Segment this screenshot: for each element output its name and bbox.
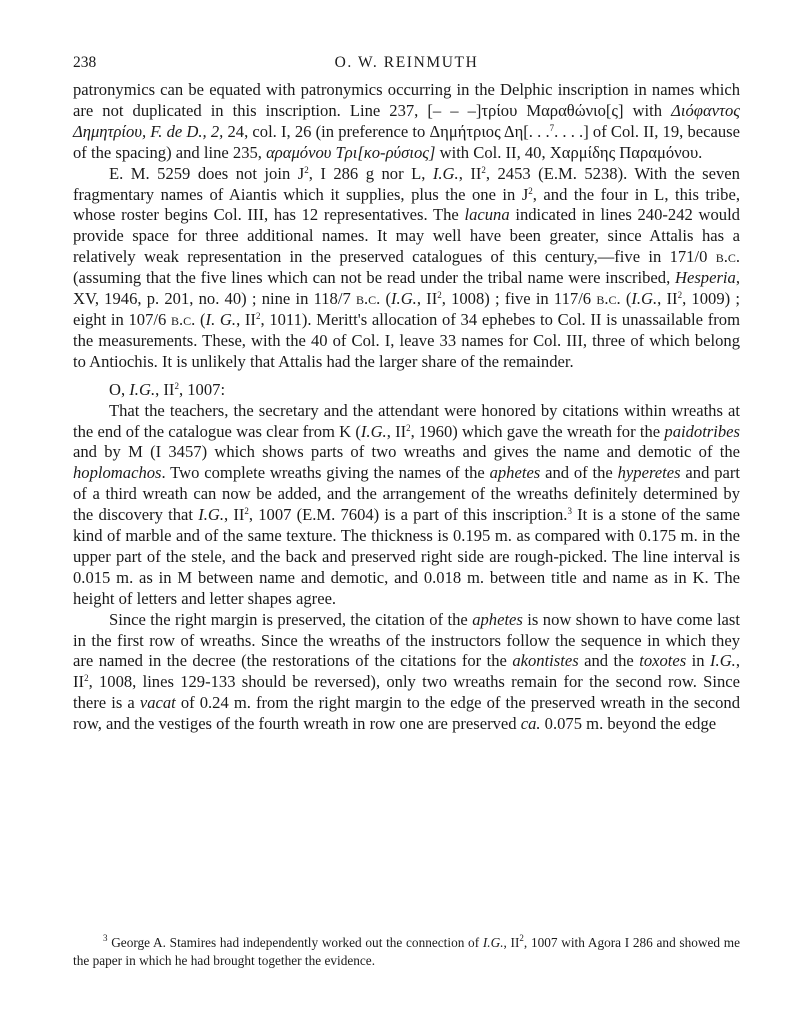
- footnote-3: $^3$ George A. Stamires had independently worked out the connection of I.G., $II^2$, 1007 with Agora I 286 and showed me the paper in which he had brought together the evidence.: [73, 933, 740, 968]
- page: [73, 54, 740, 735]
- paragraph-2: E. M. 5259 does not join $J^2$, I 286 g nor L, I.G., $II^2$, 2453 (E.M. 5238). With the seven fragmentary names of Aiantis which it supplies, plus the one in $J^2$, and the four in L, this tribe, whose roster begins Col. III, has 12 representatives. The lacuna indicated in lines 240-242 would provide space for three additional names. It may well have been greater, since Attalis has a relatively weak representation in the preserved catalogues of this century,—five in 171/0 b.c. (assuming that the five lines which can not be read under the tribal name were inscribed, Hesperia, XV, 1946, p. 201, no. 40) ; nine in 118/7 b.c. (I.G., $II^2$, 1008) ; five in 117/6 b.c. (I.G., $II^2$, 1009) ; eight in 107/6 b.c. (I. G., $II^2$, 1011). Meritt's allocation of 34 ephebes to Col. II is unassailable from the measurements. These, with the 40 of Col. I, leave 33 names for Col. III, three of which belong to Antiochis. It is unlikely that Attalis had the larger share of the remainder.: [73, 163, 740, 371]
- paragraph-1: patronymics can be equated with patronymics occurring in the Delphic inscription in names which are not duplicated in this inscription. Line 237, [– – –]τρίου Μαραθώνιο[ς] with Διόφαντος Δημητρίου, F. de D., 2, 24, col. I, 26 (in preference to Δημήτριος Δη[. . .$^7$. . . .] of Col. II, 19, because of the spacing) and line 235, αραμόνου Τρι[κο-ρύσιος] with Col. II, 40, Χαρμίδης Παραμόνου.: [73, 80, 740, 162]
- paragraph-5: Since the right margin is preserved, the citation of the aphetes is now shown to have come last in the first row of wreaths. Since the wreaths of the instructors follow the sequence in which they are named in the decree (the restorations of the citations for the akontistes and the toxotes in I.G., $II^2$, 1008, lines 129-133 should be reversed), only two wreaths remain for the second row. Since there is a vacat of 0.24 m. from the right margin to the edge of the preserved wreath in the second row, and the vestiges of the fourth wreath in row one are preserved ca. 0.075 m. beyond the edge: [73, 609, 740, 734]
- paragraph-4: That the teachers, the secretary and the attendant were honored by citations within wreaths at the end of the catalogue was clear from K (I.G., $II^2$, 1960) which gave the wreath for the paidotribes and by M (I 3457) which shows parts of two wreaths and gives the name and demotic of the hoplomachos. Two complete wreaths giving the names of the aphetes and of the hyperetes and part of a third wreath can now be added, and the arrangement of the wreaths definitely determined by the discovery that I.G., $II^2$, 1007 (E.M. 7604) is a part of this inscription.$^3$ It is a stone of the same kind of marble and of the same texture. The thickness is 0.195 m. as compared with 0.175 m. in the upper part of the stele, and the back and preserved right side are rough-picked. The line interval is 0.015 m. as in M between name and demotic, and 0.018 m. between title and name as in K. The height of letters and letter shapes agree.: [73, 400, 740, 608]
- running-header: [73, 54, 740, 80]
- footnote-marker: 3: [103, 933, 108, 943]
- article-body: [73, 80, 740, 735]
- footnote-ref[interactable]: 3: [567, 506, 572, 517]
- page-number: 238: [73, 54, 97, 71]
- section-heading-o: O, I.G., $II^2$, 1007:: [109, 379, 226, 399]
- running-title: O. W. REINMUTH: [334, 54, 479, 71]
